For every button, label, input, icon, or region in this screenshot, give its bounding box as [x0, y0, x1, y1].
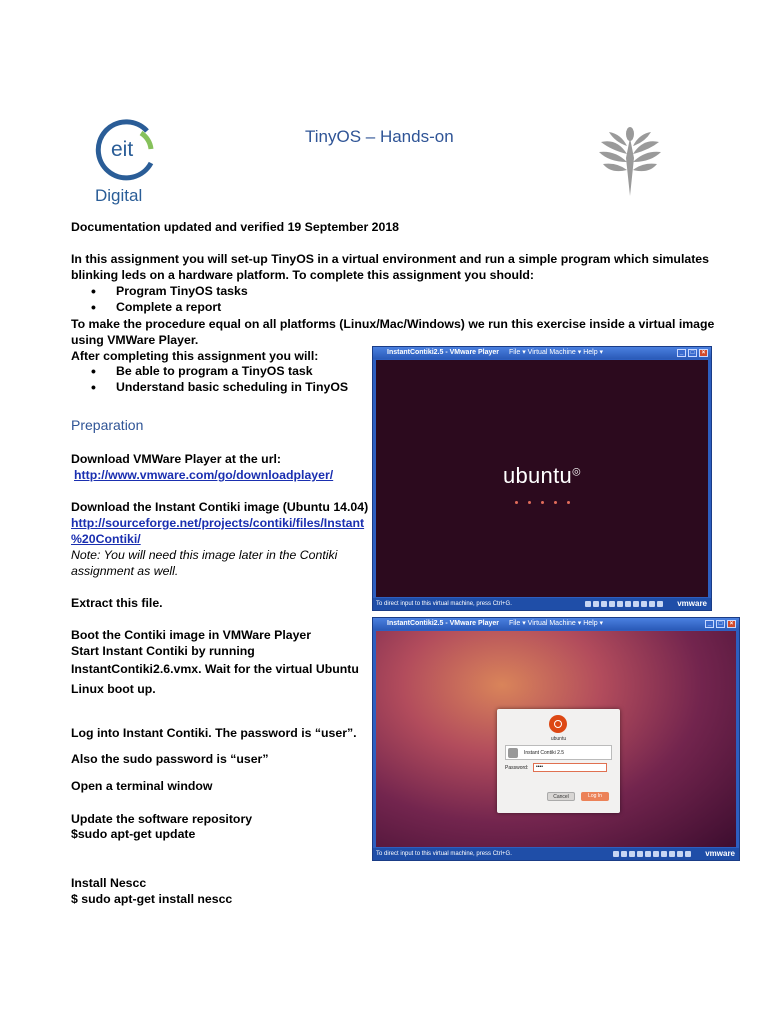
password-label: Password: — [505, 765, 529, 771]
user-name: Instant Contiki 2.5 — [524, 750, 565, 756]
ubuntu-circle-icon — [549, 715, 567, 733]
boot-text-1: Boot the Contiki image in VMWare Player — [71, 628, 312, 642]
vmware-download-link[interactable]: http://www.vmware.com/go/downloadplayer/ — [74, 468, 334, 482]
password-field: •••• — [533, 763, 607, 772]
logo-eit-text: eit — [111, 138, 134, 161]
vm-menubar: File ▾ Virtual Machine ▾ Help ▾ — [509, 620, 604, 627]
extract-text: Extract this file. — [71, 596, 163, 610]
contiki-image-link-cont[interactable]: %20Contiki/ — [71, 532, 141, 546]
note-text-1: Note: You will need this image later in the Contiki — [71, 548, 338, 562]
outcome-list — [71, 363, 348, 395]
updated-note: Documentation updated and verified 19 September 2018 — [71, 220, 400, 234]
login-os-name: ubuntu — [550, 736, 567, 742]
download-vmware-text: Download VMWare Player at the url: — [71, 452, 281, 466]
ubuntu-logo: ubuntu◎ — [502, 463, 582, 488]
section-heading-preparation: Preparation — [71, 417, 144, 433]
window-controls — [705, 620, 736, 628]
platform-text-1: To make the procedure equal on all platforms (Linux/Mac/Windows) we run this exercise inside a virtual image — [71, 317, 715, 331]
minimize-icon: _ — [705, 620, 714, 628]
vm-window-title: InstantContiki2.5 - VMware Player — [387, 349, 500, 356]
update-command: $sudo apt-get update — [71, 827, 196, 841]
update-text: Update the software repository — [71, 812, 253, 826]
boot-text-3: InstantContiki2.6.vmx. Wait for the virtual Ubuntu — [71, 662, 359, 676]
nescc-text: Install Nescc — [71, 876, 147, 890]
vm-status-text: To direct input to this virtual machine, press Ctrl+G. — [376, 601, 512, 607]
sudo-text: Also the sudo password is “user” — [71, 752, 269, 766]
list-item: • Program TinyOS tasks — [71, 283, 248, 299]
vmware-logo: vmware — [677, 599, 707, 608]
logo-digital-text: Digital — [95, 186, 143, 205]
vm-menubar: File ▾ Virtual Machine ▾ Help ▾ — [509, 349, 604, 356]
close-icon: × — [699, 349, 708, 357]
minimize-icon: _ — [677, 349, 686, 357]
cancel-button: Cancel — [547, 792, 575, 801]
vm-screen-login — [376, 631, 736, 847]
maximize-icon: □ — [716, 620, 725, 628]
boot-text-4: Linux boot up. — [71, 682, 156, 696]
device-icons — [613, 851, 691, 857]
contiki-image-link[interactable]: http://sourceforge.net/projects/contiki/files/Instant — [71, 516, 365, 530]
vm-statusbar — [373, 598, 711, 610]
boot-progress-dots — [376, 501, 708, 504]
vmware-boot-screenshot — [372, 346, 712, 611]
note-text-2: assignment as well. — [71, 564, 179, 578]
avatar — [508, 748, 518, 758]
vm-status-text: To direct input to this virtual machine, press Ctrl+G. — [376, 851, 512, 857]
platform-text-2: using VMWare Player. — [71, 333, 199, 347]
login-button: Log In — [581, 792, 609, 801]
list-item: • Complete a report — [71, 299, 248, 315]
vm-statusbar — [373, 848, 739, 860]
download-image-text: Download the Instant Contiki image (Ubuntu 14.04) — [71, 500, 369, 514]
vmware-logo: vmware — [705, 849, 735, 858]
nescc-command: $ sudo apt-get install nescc — [71, 892, 233, 906]
after-text: After completing this assignment you will: — [71, 349, 319, 363]
list-item: • Be able to program a TinyOS task — [71, 363, 348, 379]
window-controls — [677, 349, 708, 357]
university-crest-icon — [597, 120, 663, 198]
close-icon: × — [727, 620, 736, 628]
terminal-text: Open a terminal window — [71, 779, 213, 793]
vmware-login-screenshot — [372, 617, 740, 861]
maximize-icon: □ — [688, 349, 697, 357]
vm-window-title: InstantContiki2.5 - VMware Player — [387, 620, 500, 627]
login-dialog — [497, 709, 620, 813]
login-text: Log into Instant Contiki. The password is “user”. — [71, 726, 357, 740]
list-item: • Understand basic scheduling in TinyOS — [71, 379, 348, 395]
vm-screen-boot — [376, 360, 708, 597]
task-list — [71, 283, 248, 315]
boot-text-2: Start Instant Contiki by running — [71, 644, 255, 658]
assignment-text-2: blinking leds on a hardware platform. To complete this assignment you should: — [71, 268, 535, 282]
device-icons — [585, 601, 663, 607]
user-selector — [505, 745, 612, 760]
page-title: TinyOS – Hands-on — [305, 127, 454, 146]
vm-titlebar — [373, 618, 739, 630]
vm-titlebar — [373, 347, 711, 359]
assignment-text-1: In this assignment you will set-up TinyOS in a virtual environment and run a simple program which simulates — [71, 252, 709, 266]
